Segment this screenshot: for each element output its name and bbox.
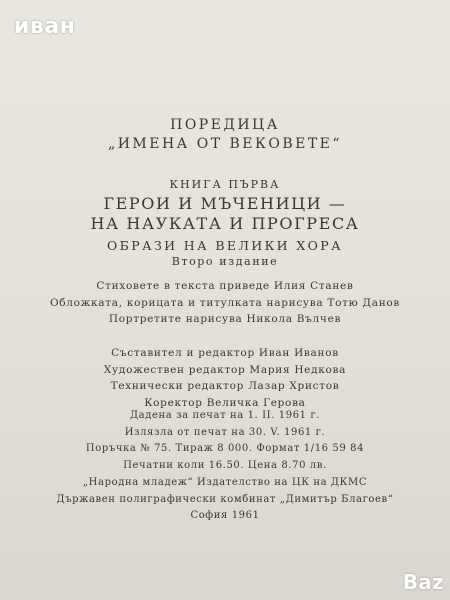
credit-line: Стиховете в текста приведе Илия Станев [96, 280, 354, 292]
book-title-line-1: ГЕРОИ И МЪЧЕНИЦИ — [103, 194, 347, 213]
publisher-line: „Народна младеж“ Издателство на ЦК на ДКМС [82, 477, 368, 488]
print-info [0, 408, 450, 474]
credit-line: Художествен редактор Мария Недкова [103, 363, 347, 376]
print-line: Печатни коли 16.50. Цена 8.70 лв. [123, 459, 327, 471]
book-title-line-2: НА НАУКАТА И ПРОГРЕСА [90, 214, 360, 233]
book-subtitle: ОБРАЗИ НА ВЕЛИКИ ХОРА [107, 238, 343, 253]
watermark-logo: Baz [402, 570, 444, 594]
watermark-top: иван [14, 14, 76, 39]
publisher-line: Държавен полиграфически комбинат „Димитър Благоев“ [56, 493, 394, 505]
series-label: ПОРЕДИЦА [170, 117, 280, 133]
print-line: Излязла от печат на 30. V. 1961 г. [124, 426, 326, 438]
print-line: Дадена за печат на 1. II. 1961 г. [129, 410, 321, 421]
editorial-credits [0, 345, 450, 411]
credit-line: Коректор Величка Герова [144, 396, 306, 409]
credit-line: Обложката, корицата и титулката нарисува Тотю Данов [49, 296, 401, 309]
series-name: „ИМЕНА ОТ ВЕКОВЕТЕ“ [107, 136, 343, 152]
print-line: Поръчка № 75. Тираж 8 000. Формат 1/16 59 84 [85, 443, 365, 454]
publisher-line: София 1961 [190, 510, 260, 521]
art-credits [0, 278, 450, 328]
credit-line: Съставител и редактор Иван Иванов [111, 347, 339, 359]
edition-label: Второ издание [171, 255, 279, 268]
credit-line: Портретите нарисува Никола Вълчев [108, 313, 342, 325]
book-number-label: КНИГА ПЪРВА [169, 178, 281, 191]
credit-line: Технически редактор Лазар Христов [110, 380, 340, 392]
publisher-info [0, 475, 450, 525]
